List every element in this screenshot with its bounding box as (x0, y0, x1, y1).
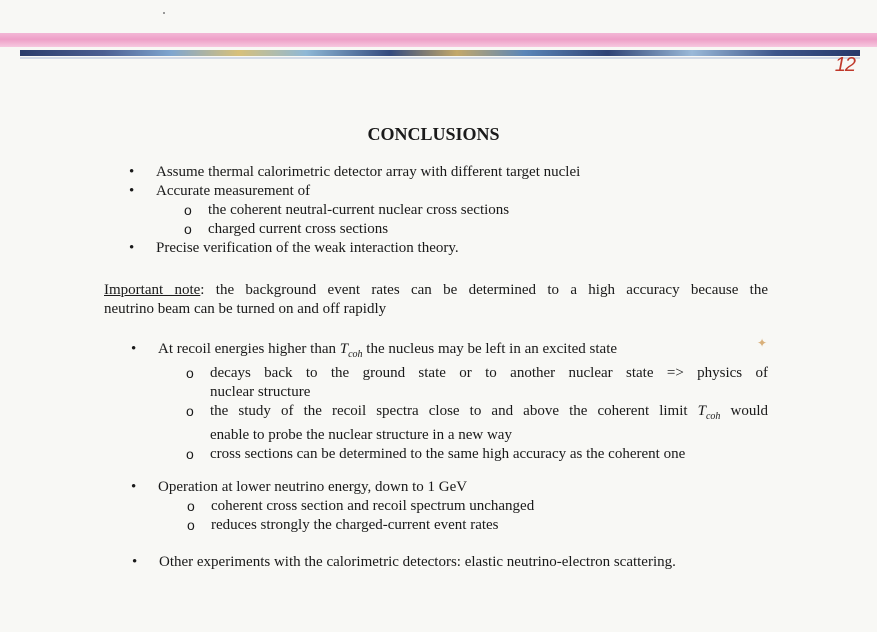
sub-item-text: the study of the recoil spectra close to and above the coherent limit (210, 403, 698, 419)
page-number: 12 (834, 54, 855, 76)
sub-marker: o (187, 498, 195, 514)
sub-item-text: coherent cross section and recoil spectrum unchanged (211, 498, 535, 514)
header-rule-shadow (20, 57, 860, 59)
bullet-marker: • (132, 554, 138, 570)
list-item (129, 182, 580, 201)
section-goals (129, 163, 581, 258)
note-text: : the background event rates can be determined to a high accuracy because the (200, 282, 768, 298)
slide-title: CONCLUSIONS (367, 124, 500, 144)
list-item-text: Assume thermal calorimetric detector array with different target nuclei (156, 164, 581, 180)
sub-marker: o (184, 202, 192, 218)
symbol-base: T (697, 403, 706, 419)
note-line (104, 300, 768, 319)
note-line (104, 281, 768, 300)
bullet-marker: • (129, 240, 135, 256)
sub-item-text: reduces strongly the charged-current event rates (211, 517, 499, 533)
sub-item-continuation (210, 383, 768, 402)
list-item-text: Precise verification of the weak interaction theory. (156, 240, 459, 256)
bullet-marker: • (129, 183, 135, 199)
symbol-subscript: coh (705, 411, 721, 422)
sub-item-text: decays back to the ground state or to another nuclear state => physics of (210, 365, 768, 381)
sub-list-item (186, 402, 769, 426)
sub-list-item (187, 516, 534, 535)
bullet-marker: • (131, 479, 137, 495)
pink-header-band (0, 33, 877, 47)
list-item-text: Accurate measurement of (156, 183, 311, 199)
list-item-text: Other experiments with the calorimetric detectors: elastic neutrino-electron scattering. (159, 554, 676, 570)
list-item (129, 163, 581, 182)
sub-item-text: nuclear structure (210, 384, 311, 400)
section-excited-state (131, 340, 769, 464)
sub-item-text: would (720, 403, 769, 419)
sub-marker: o (186, 365, 194, 381)
symbol-base: T (339, 341, 349, 357)
list-item-text: Operation at lower neutrino energy, down to 1 GeV (158, 479, 468, 495)
sub-list-item (187, 497, 535, 516)
note-text: neutrino beam can be turned on and off rapidly (104, 301, 387, 317)
list-item (131, 478, 534, 497)
section-lower-energy (131, 478, 535, 535)
sub-item-text: charged current cross sections (208, 221, 389, 237)
sub-item-text: enable to probe the nuclear structure in a new way (210, 427, 512, 443)
sub-marker: o (184, 221, 192, 237)
sub-list-item (184, 201, 580, 220)
scan-speck: ✦ (757, 336, 768, 350)
list-item-text: the nucleus may be left in an excited state (362, 341, 618, 357)
symbol-subscript: coh (348, 349, 363, 360)
sub-list-item (186, 364, 768, 383)
bullet-marker: • (129, 164, 135, 180)
section-other-experiments (132, 553, 676, 572)
list-item-text: At recoil energies higher than (158, 341, 340, 357)
list-item (129, 239, 580, 258)
sub-item-text: the coherent neutral-current nuclear cross sections (208, 202, 510, 218)
sub-list-item (184, 220, 580, 239)
list-item (132, 553, 676, 572)
scan-speck (163, 12, 165, 14)
note-label: Important note (104, 282, 201, 298)
t-coh-symbol (697, 403, 721, 422)
t-coh-symbol (339, 341, 363, 360)
important-note (104, 281, 768, 319)
header-rule (20, 50, 860, 56)
sub-item-text: cross sections can be determined to the same high accuracy as the coherent one (210, 446, 686, 462)
bullet-marker: • (131, 341, 137, 357)
sub-item-continuation (210, 426, 768, 445)
sub-marker: o (186, 446, 194, 462)
list-item (131, 340, 768, 364)
sub-marker: o (187, 517, 195, 533)
sub-marker: o (186, 403, 194, 419)
sub-list-item (186, 445, 768, 464)
